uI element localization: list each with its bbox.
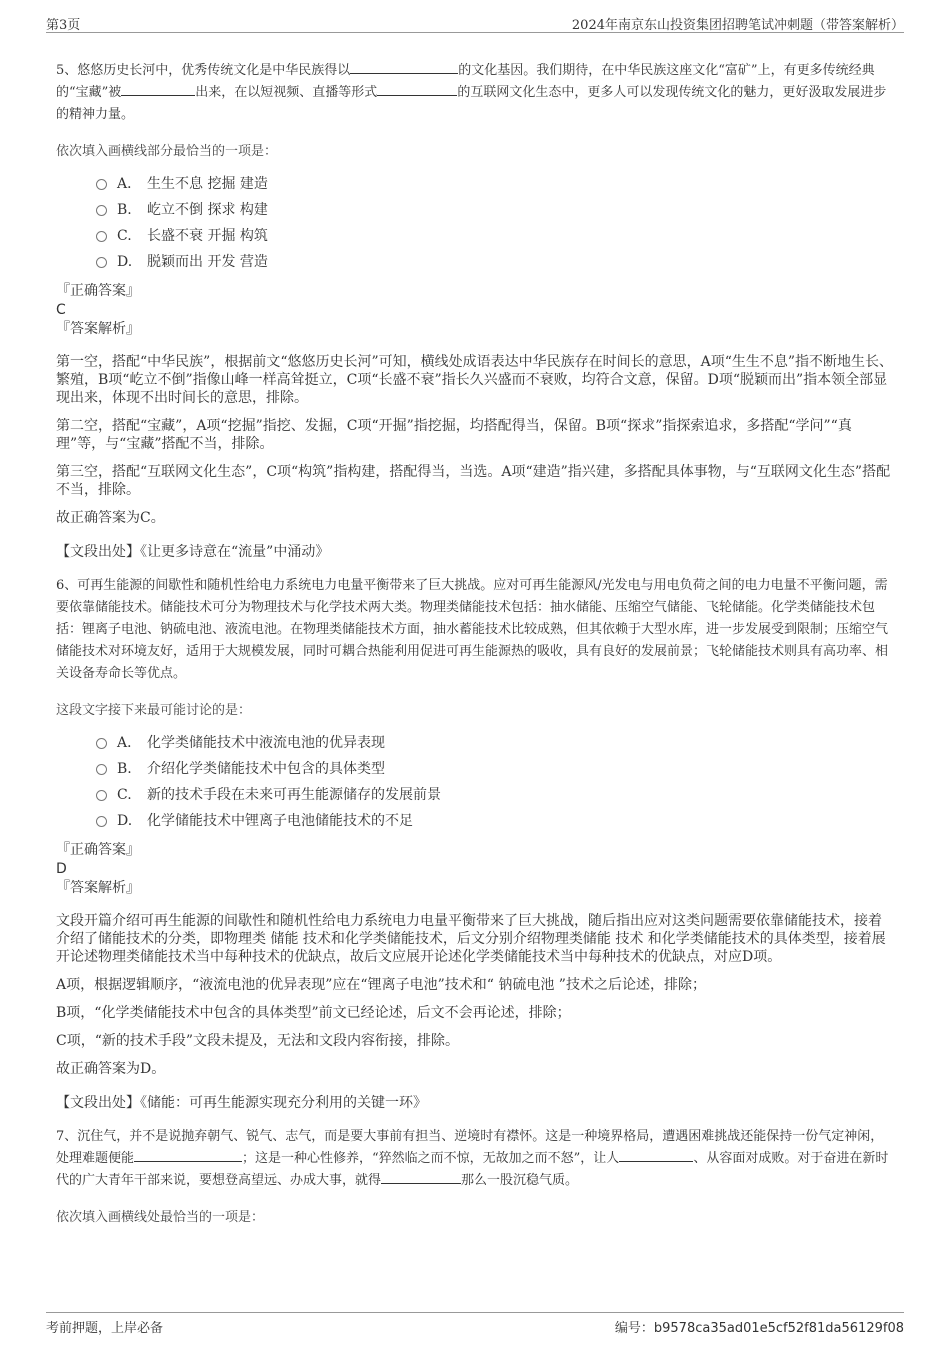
- blank: [350, 60, 458, 74]
- analysis-paragraph: 第一空，搭配“中华民族”，根据前文“悠悠历史长河”可知，横线处成语表达中华民族存在时间长的意思，A项“生生不息”指不断地生长、繁殖，B项“屹立不倒”指像山峰一样高耸挺立，C项“长盛不衰”指长久兴盛而不衰败，均符合文意，保留。D项“脱颖而出”指本领全部显现出来，体现不出时间长的意思，排除。: [56, 354, 894, 406]
- correct-answer: D: [56, 861, 67, 877]
- document-code: 编号：b9578ca35ad01e5cf52f81da56129f08: [614, 1321, 904, 1336]
- option-a[interactable]: A． 生生不息 挖掘 建造: [96, 171, 894, 197]
- analysis-conclusion: 故正确答案为C。: [56, 510, 165, 526]
- analysis-paragraph: C项，“新的技术手段”文段未提及，无法和文段内容衔接，排除。: [56, 1033, 460, 1049]
- question-6-options: [96, 730, 894, 834]
- option-b[interactable]: B. 介绍化学类储能技术中包含的具体类型: [96, 756, 894, 782]
- radio-icon[interactable]: [96, 764, 107, 775]
- radio-icon[interactable]: [96, 205, 107, 216]
- page-number: 第3页: [46, 18, 81, 33]
- analysis-conclusion: 故正确答案为D。: [56, 1061, 166, 1077]
- option-c[interactable]: C. 新的技术手段在未来可再生能源储存的发展前景: [96, 782, 894, 808]
- question-5-prompt: 依次填入画横线部分最恰当的一项是：: [56, 144, 278, 159]
- answer-heading: 『正确答案』: [56, 283, 140, 299]
- document-title: 2024年南京东山投资集团招聘笔试冲刺题（带答案解析）: [571, 18, 904, 33]
- blank: [619, 1148, 693, 1162]
- radio-icon[interactable]: [96, 790, 107, 801]
- analysis-paragraph: A项，根据逻辑顺序，“液流电池的优异表现”应在“锂离子电池”技术和“ 钠硫电池 ”技术之后论述，排除；: [56, 977, 706, 993]
- analysis-heading: 『答案解析』: [56, 880, 140, 896]
- radio-icon[interactable]: [96, 738, 107, 749]
- question-5: [56, 60, 894, 561]
- radio-icon[interactable]: [96, 231, 107, 242]
- question-7-stem: 7、沉住气，并不是说抛弃朝气、锐气、志气，而是要大事前有担当、逆境时有襟怀。这是一种境界格局，遭遇困难挑战还能保持一份气定神闲，处理难题便能 ；这是一种心性修养，“猝然临之而不惊，无故加之而不怒”，让人 、从容面对成败。对于奋进在新时代的广大青年干部来说，要想登高望远、办成大事，就得 那么一股沉稳气质。: [56, 1129, 889, 1188]
- radio-icon[interactable]: [96, 816, 107, 827]
- option-b[interactable]: B. 屹立不倒 探求 构建: [96, 197, 894, 223]
- analysis-paragraph: B项，“化学类储能技术中包含的具体类型”前文已经论述，后文不会再论述，排除；: [56, 1005, 571, 1021]
- question-5-stem: 5、悠悠历史长河中，优秀传统文化是中华民族得以 的文化基因。我们期待，在中华民族这座文化“富矿”上，有更多传统经典的“宝藏”被 出来，在以短视频、直播等形式 的互联网文化生态中，更多人可以发现传统文化的魅力，更好汲取发展进步的精神力量。: [56, 60, 894, 126]
- question-7: [56, 1126, 894, 1225]
- question-7-prompt: 依次填入画横线处最恰当的一项是：: [56, 1210, 265, 1225]
- analysis-paragraph: 第三空，搭配“互联网文化生态”，C项“构筑”指构建，搭配得当，当选。A项“建造”指兴建，多搭配具体事物，与“互联网文化生态”搭配不当，排除。: [56, 464, 891, 498]
- question-6-stem: 6、可再生能源的间歇性和随机性给电力系统电力电量平衡带来了巨大挑战。应对可再生能源风/光发电与用电负荷之间的电力电量不平衡问题，需要依靠储能技术。储能技术可分为物理技术与化学技术两大类。物理类储能技术包括：抽水储能、压缩空气储能、飞轮储能。化学类储能技术包括：锂离子电池、钠硫电池、液流电池。在物理类储能技术方面，抽水蓄能技术比较成熟，但其依赖于大型水库，进一步发展受到限制；压缩空气储能技术对环境友好，适用于大规模发展，同时可耦合热能利用促进可再生能源热的吸收，具有良好的发展前景；飞轮储能技术则具有高功率、相关设备寿命长等优点。: [56, 578, 889, 681]
- option-d[interactable]: D. 脱颖而出 开发 营造: [96, 249, 894, 275]
- radio-icon[interactable]: [96, 257, 107, 268]
- page-footer: [46, 1312, 904, 1336]
- question-5-options: [96, 171, 894, 275]
- footer-slogan: 考前押题，上岸必备: [46, 1321, 164, 1336]
- blank: [134, 1148, 242, 1162]
- answer-heading: 『正确答案』: [56, 842, 140, 858]
- option-c[interactable]: C. 长盛不衰 开掘 构筑: [96, 223, 894, 249]
- radio-icon[interactable]: [96, 179, 107, 190]
- analysis-heading: 『答案解析』: [56, 321, 140, 337]
- passage-source: 【文段出处】《让更多诗意在“流量”中涌动》: [56, 544, 330, 560]
- option-d[interactable]: D. 化学储能技术中锂离子电池储能技术的不足: [96, 808, 894, 834]
- document-body: [56, 60, 894, 1237]
- passage-source: 【文段出处】《储能：可再生能源实现充分利用的关键一环》: [56, 1095, 427, 1111]
- page-header: [46, 12, 904, 33]
- blank: [121, 82, 195, 96]
- blank: [377, 82, 457, 96]
- question-6: [56, 575, 894, 1112]
- correct-answer: C: [56, 302, 66, 318]
- analysis-paragraph: 文段开篇介绍可再生能源的间歇性和随机性给电力系统电力电量平衡带来了巨大挑战，随后指出应对这类问题需要依靠储能技术，接着介绍了储能技术的分类，即物理类 储能 技术和化学类储能技术，后文分别介绍物理类储能 技术 和化学类储能技术的具体类型，接着展开论述物理类储能技术当中每种技术的优缺点，故后文应展开论述化学类储能技术当中每种技术的优缺点，对应D项。: [56, 913, 886, 965]
- question-6-prompt: 这段文字接下来最可能讨论的是：: [56, 703, 252, 718]
- option-a[interactable]: A． 化学类储能技术中液流电池的优异表现: [96, 730, 894, 756]
- analysis-paragraph: 第二空，搭配“宝藏”，A项“挖掘”指挖、发掘，C项“开掘”指挖掘，均搭配得当，保留。B项“探求”指探索追求，多搭配“学问”“真理”等，与“宝藏”搭配不当，排除。: [56, 418, 852, 452]
- blank: [381, 1170, 461, 1184]
